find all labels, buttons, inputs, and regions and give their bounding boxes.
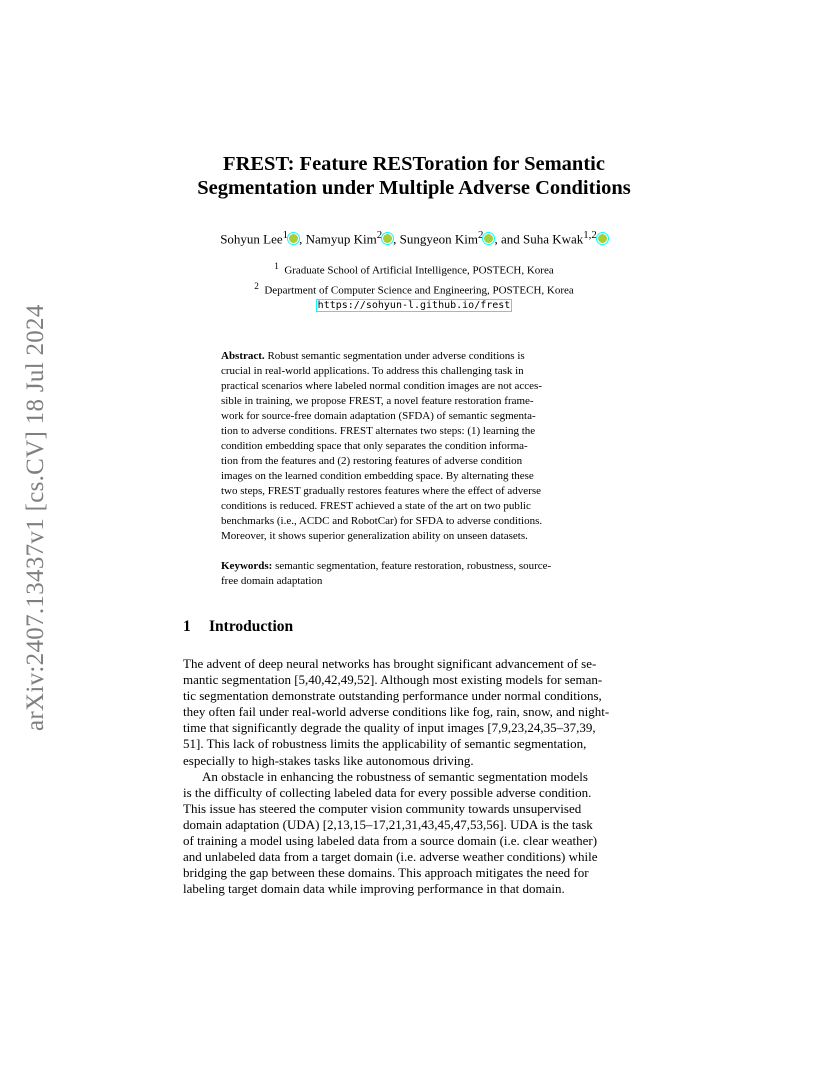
author-name: Sungyeon Kim xyxy=(399,231,479,247)
abstract-line: two steps, FREST gradually restores features where the effect of adverse xyxy=(221,485,542,497)
abstract-line: images on the learned condition embedding space. By alternating these xyxy=(221,470,534,482)
affiliation-sup: 1 xyxy=(274,261,279,271)
affiliation-line xyxy=(150,259,678,279)
abstract-line: Moreover, it shows superior generalization ability on unseen datasets. xyxy=(221,530,528,542)
introduction-body xyxy=(183,656,651,897)
orcid-icon[interactable] xyxy=(383,234,392,243)
orcid-icon[interactable] xyxy=(598,234,607,243)
abstract-line: practical scenarios where labeled normal condition images are not acces- xyxy=(221,380,542,392)
abstract-line: benchmarks (i.e., ACDC and RobotCar) for SFDA to adverse conditions. xyxy=(221,515,543,527)
section-number: 1 xyxy=(183,618,191,635)
title-line-1: FREST: Feature RESToration for Semantic xyxy=(223,153,605,175)
author-affil-sup: 1 xyxy=(282,229,289,241)
author-affil-sup: 1,2 xyxy=(583,229,597,241)
author-name: Suha Kwak xyxy=(522,231,584,247)
body-line: labeling target domain data while improving performance in that domain. xyxy=(183,881,565,897)
body-line: time that significantly degrade the quality of input images [7,9,23,24,35–37,39, xyxy=(183,720,596,736)
author-separator: , xyxy=(299,231,306,247)
body-line: 51]. This lack of robustness limits the applicability of semantic segmentation, xyxy=(183,736,587,752)
abstract-line: tion from the features and (2) restoring features of adverse condition xyxy=(221,455,523,467)
abstract xyxy=(221,349,612,544)
body-line: An obstacle in enhancing the robustness of semantic segmentation models xyxy=(202,768,588,784)
body-line: they often fail under real-world adverse conditions like fog, rain, snow, and night- xyxy=(183,704,610,720)
author-list xyxy=(150,229,678,247)
arxiv-identifier-stamp[interactable]: arXiv:2407.13437v1 [cs.CV] 18 Jul 2024 xyxy=(22,304,49,731)
body-line: domain adaptation (UDA) [2,13,15–17,21,31,43,45,47,53,56]. UDA is the task xyxy=(183,816,593,832)
body-line: This issue has steered the computer vision community towards unsupervised xyxy=(183,800,582,816)
orcid-icon[interactable] xyxy=(484,234,493,243)
affiliations xyxy=(150,259,678,313)
body-line: bridging the gap between these domains. This approach mitigates the need for xyxy=(183,865,589,881)
project-url-link[interactable]: https://sohyun-l.github.io/frest xyxy=(317,300,511,312)
keywords xyxy=(221,559,631,589)
affiliation-text: Graduate School of Artificial Intelligence, POSTECH, Korea xyxy=(284,264,554,277)
body-line: and unlabeled data from a target domain (i.e. adverse weather conditions) while xyxy=(183,849,598,865)
body-line: of training a model using labeled data from a source domain (i.e. clear weather) xyxy=(183,833,598,849)
keywords-line: semantic segmentation, feature restoration, robustness, source- xyxy=(275,560,552,572)
body-line: mantic segmentation [5,40,42,49,52]. Although most existing models for seman- xyxy=(183,672,603,688)
abstract-line: conditions is reduced. FREST achieved a state of the art on two public xyxy=(221,500,531,512)
author-name: Namyup Kim xyxy=(305,231,377,247)
paper-title xyxy=(150,152,678,200)
orcid-icon[interactable] xyxy=(289,234,298,243)
abstract-line: crucial in real-world applications. To address this challenging task in xyxy=(221,365,524,377)
author-affil-sup: 2 xyxy=(376,229,383,241)
keywords-label: Keywords: xyxy=(221,560,273,572)
abstract-line: tion to adverse conditions. FREST alternates two steps: (1) learning the xyxy=(221,425,536,437)
author-separator: , xyxy=(393,231,400,247)
abstract-line: condition embedding space that only separates the condition informa- xyxy=(221,440,528,452)
author-conjunction: , and xyxy=(494,231,523,247)
section-title: Introduction xyxy=(209,618,294,635)
abstract-line: sible in training, we propose FREST, a novel feature restoration frame- xyxy=(221,395,534,407)
affiliation-line xyxy=(150,279,678,299)
affiliation-sup: 2 xyxy=(254,280,259,291)
affiliation-text: Department of Computer Science and Engineering, POSTECH, Korea xyxy=(264,284,574,297)
body-line: is the difficulty of collecting labeled data for every possible adverse condition. xyxy=(183,784,592,800)
abstract-label: Abstract. xyxy=(221,350,265,362)
body-line: tic segmentation demonstrate outstanding performance under normal conditions, xyxy=(183,688,602,704)
author-name: Sohyun Lee xyxy=(220,231,283,247)
body-line: The advent of deep neural networks has brought significant advancement of se- xyxy=(183,656,597,671)
abstract-line: Robust semantic segmentation under adverse conditions is xyxy=(267,350,525,362)
abstract-line: work for source-free domain adaptation (SFDA) of semantic segmenta- xyxy=(221,410,536,422)
title-line-2: Segmentation under Multiple Adverse Conditions xyxy=(197,177,631,199)
author-affil-sup: 2 xyxy=(478,229,484,241)
keywords-line: free domain adaptation xyxy=(221,575,323,587)
section-heading xyxy=(183,618,293,636)
body-line: especially to high-stakes tasks like autonomous driving. xyxy=(183,752,474,768)
